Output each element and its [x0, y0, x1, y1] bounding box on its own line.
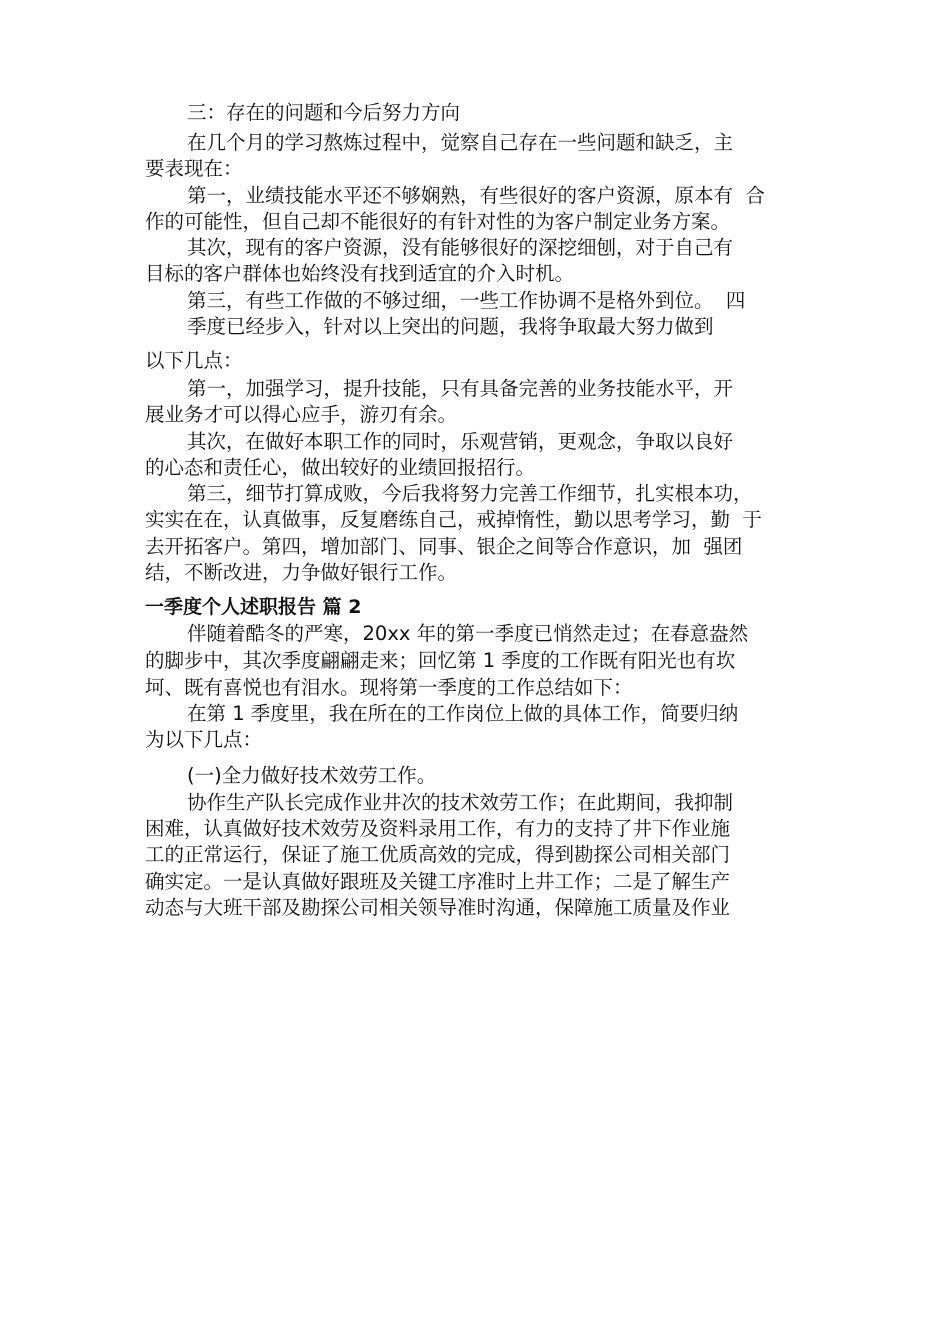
section-title: 一季度个人述职报告 篇 2 — [145, 596, 362, 618]
paragraph-line: 伴随着酷冬的严寒，20xx 年的第一季度已悄然走过；在春意盎然 — [187, 622, 749, 645]
paragraph-line: 目标的客户群体也始终没有找到适宜的介入时机。 — [145, 262, 575, 285]
paragraph-line: 协作生产队长完成作业井次的技术效劳工作；在此期间，我抑制 — [187, 791, 734, 814]
paragraph-line: 展业务才可以得心应手，游刃有余。 — [145, 403, 458, 426]
paragraph-line: 确实定。一是认真做好跟班及关键工序准时上井工作；二是了解生产 — [145, 870, 731, 893]
paragraph-line: 为以下几点： — [145, 728, 263, 751]
paragraph-line: 工的正常运行，保证了施工优质高效的完成，得到勘探公司相关部门 — [145, 843, 731, 866]
paragraph-line: 其次，现有的客户资源，没有能够很好的深挖细刨，对于自己有 — [187, 236, 734, 259]
paragraph-line: 季度已经步入，针对以上突出的问题，我将争取最大努力做到 — [187, 315, 714, 338]
section-heading-three: 三：存在的问题和今后努力方向 — [187, 101, 461, 124]
paragraph-line: 坷、既有喜悦也有泪水。现将第一季度的工作总结如下： — [145, 676, 633, 699]
paragraph-line: 第三，有些工作做的不够过细，一些工作协调不是格外到位。 四 — [187, 289, 746, 312]
subsection-heading: (一)全力做好技术效劳工作。 — [187, 764, 437, 787]
paragraph-line: 在几个月的学习熬炼过程中，觉察自己存在一些问题和缺乏，主 — [187, 131, 734, 154]
paragraph-line: 以下几点： — [145, 349, 243, 372]
paragraph-line: 第一，业绩技能水平还不够娴熟，有些很好的客户资源，原本有 合 — [187, 184, 765, 207]
paragraph-line: 的脚步中，其次季度翩翩走来；回忆第 1 季度的工作既有阳光也有坎 — [145, 649, 736, 672]
paragraph-line: 第一，加强学习，提升技能，只有具备完善的业务技能水平，开 — [187, 377, 734, 400]
paragraph-line: 在第 1 季度里，我在所在的工作岗位上做的具体工作，简要归纳 — [187, 702, 739, 725]
paragraph-line: 实实在在，认真做事，反复磨练自己，戒掉惰性，勤以思考学习，勤 于 — [145, 508, 762, 531]
paragraph-line: 第三，细节打算成败，今后我将努力完善工作细节，扎实根本功， — [187, 482, 753, 505]
paragraph-line: 动态与大班干部及勘探公司相关领导准时沟通，保障施工质量及作业 — [145, 896, 731, 919]
paragraph-line: 作的可能性，但自己却不能很好的有针对性的为客户制定业务方案。 — [145, 210, 731, 233]
paragraph-line: 困难，认真做好技术效劳及资料录用工作，有力的支持了井下作业施 — [145, 817, 731, 840]
paragraph-line: 结，不断改进，力争做好银行工作。 — [145, 561, 458, 584]
paragraph-line: 其次，在做好本职工作的同时，乐观营销，更观念，争取以良好 — [187, 430, 734, 453]
paragraph-line: 的心态和责任心，做出较好的业绩回报招行。 — [145, 456, 536, 479]
paragraph-line: 要表现在： — [145, 157, 243, 180]
paragraph-line: 去开拓客户。第四，增加部门、同事、银企之间等合作意识，加 强团 — [145, 535, 743, 558]
